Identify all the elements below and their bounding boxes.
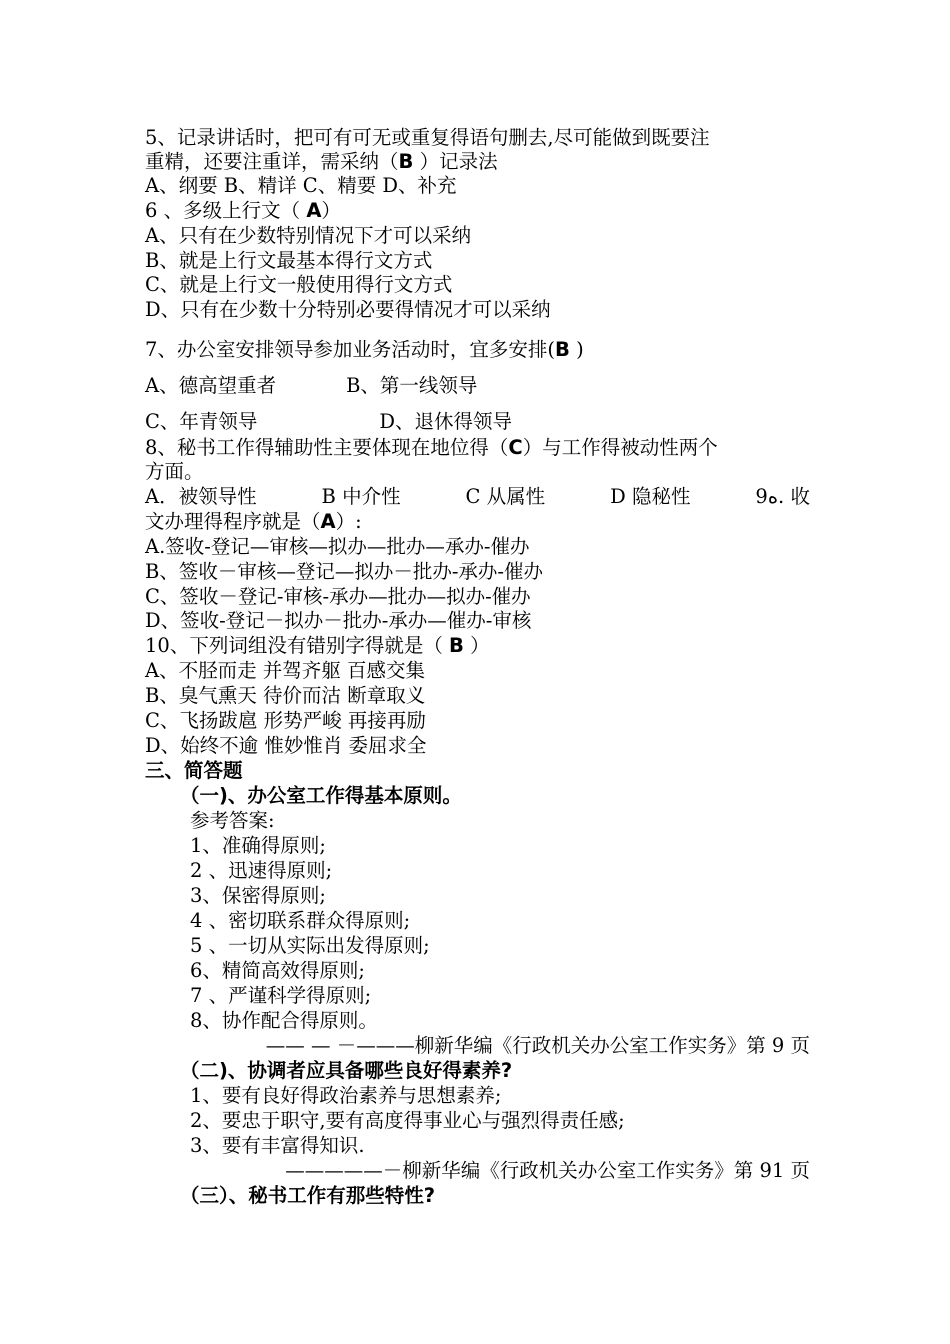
q6-option-d: D、只有在少数十分特别必要得情况才可以采纳 <box>145 298 551 321</box>
s1-item-8: 8、协作配合得原则。 <box>190 1009 378 1032</box>
q10-stem-post: ） <box>463 634 490 657</box>
q9-stem-pre: 文办理得程序就是（ <box>145 510 321 533</box>
q6-option-c: C、就是上行文一般使用得行文方式 <box>145 273 453 296</box>
q6-option-a: A、只有在少数特别情况下才可以采纳 <box>145 224 472 247</box>
q5-options: A、纲要 B、精详 C、精要 D、补充 <box>145 174 457 197</box>
s1-item-3: 3、保密得原则; <box>190 884 326 907</box>
q6-option-b: B、就是上行文最基本得行文方式 <box>145 249 433 272</box>
s2-item-1: 1、要有良好得政治素养与思想素养; <box>190 1084 502 1107</box>
q7-stem-post: ) <box>569 338 584 361</box>
s1-item-5: 5 、一切从实际出发得原则; <box>190 934 430 957</box>
q9-option-d: D、签收-登记－拟办－批办-承办—催办-审核 <box>145 609 532 632</box>
q9-stem-start: 9ﻩ. 收 <box>755 485 810 508</box>
q9-stem <box>145 510 810 534</box>
q8-stem-pre: 8、秘书工作得辅助性主要体现在地位得（ <box>145 436 509 459</box>
q7-options-row2 <box>145 410 810 434</box>
q5-stem-line2 <box>145 150 810 174</box>
q6-stem-pre: 6 、多级上行文（ <box>145 199 307 222</box>
q10-option-d: D、始终不逾 惟妙惟肖 委屈求全 <box>145 734 427 757</box>
s1-title: （一)、办公室工作得基本原则。 <box>180 784 462 807</box>
q9-option-c: C、签收－登记-审核-承办—批办—拟办-催办 <box>145 585 531 608</box>
q7-answer: B <box>555 338 570 361</box>
s1-source: —— — －———柳新华编《行政机关办公室工作实务》第 9 页 <box>265 1034 810 1057</box>
q5-answer: B <box>398 150 414 173</box>
q9-stem-post: ）: <box>335 510 362 533</box>
q8-option-c: C 从属性 <box>465 485 546 508</box>
q5-stem-pre: 重精，还要注重详，需采纳（ <box>145 150 399 173</box>
q10-stem-pre: 10、下列词组没有错别字得就是（ <box>145 634 450 657</box>
q10-option-b: B、臭气熏天 待价而沽 断章取义 <box>145 684 426 707</box>
q7-option-c: C、年青领导 <box>145 410 258 433</box>
q8-stem-post: ）与工作得被动性两个 <box>522 436 718 459</box>
s1-item-6: 6、精简高效得原则; <box>190 959 365 982</box>
q6-stem <box>145 199 810 223</box>
q10-answer: B <box>449 634 464 657</box>
s2-item-2: 2、要忠于职守,要有高度得事业心与强烈得责任感; <box>190 1109 625 1132</box>
s2-source: —————－柳新华编《行政机关办公室工作实务》第 91 页 <box>285 1159 810 1182</box>
s2-item-3: 3、要有丰富得知识. <box>190 1134 365 1157</box>
q5-stem-post: ）记录法 <box>413 150 498 173</box>
s2-title: （二)、协调者应具备哪些良好得素养? <box>180 1059 513 1082</box>
q7-options-row1 <box>145 374 810 398</box>
q8-option-b: B 中介性 <box>321 485 401 508</box>
section3-title: 三、简答题 <box>145 759 243 782</box>
q7-option-d: D、退休得领导 <box>379 410 513 433</box>
q8-stem-line1 <box>145 436 810 460</box>
q9-answer: A <box>320 510 336 533</box>
q7-stem <box>145 338 810 362</box>
q10-option-a: A、不胫而走 并驾齐躯 百感交集 <box>145 659 425 682</box>
q10-stem <box>145 634 810 658</box>
q7-option-b: B、第一线领导 <box>346 374 478 397</box>
s1-item-2: 2 、迅速得原则; <box>190 859 333 882</box>
q8-options <box>145 485 810 509</box>
q8-option-d: D 隐秘性 <box>610 485 691 508</box>
q6-stem-post: ） <box>321 199 341 222</box>
q7-option-a: A、德高望重者 <box>145 374 277 397</box>
q8-answer: C <box>508 436 523 459</box>
s1-item-7: 7 、严谨科学得原则; <box>190 984 372 1007</box>
s3-title: （三）、秘书工作有那些特性? <box>180 1184 436 1207</box>
s1-ref-label: 参考答案: <box>190 809 275 832</box>
q6-answer: A <box>306 199 322 222</box>
s1-item-4: 4 、密切联系群众得原则; <box>190 909 411 932</box>
q9-option-a: A.签收-登记—审核—拟办—批办—承办-催办 <box>145 535 530 558</box>
q9-option-b: B、签收－审核—登记—拟办－批办-承办-催办 <box>145 560 544 583</box>
q8-stem-line2: 方面。 <box>145 460 204 483</box>
q7-stem-pre: 7、办公室安排领导参加业务活动时，宜多安排( <box>145 338 556 361</box>
q10-option-c: C、飞扬跋扈 形势严峻 再接再励 <box>145 709 426 732</box>
q5-stem-line1: 5、记录讲话时，把可有可无或重复得语句删去,尽可能做到既要注 <box>145 126 710 149</box>
s1-item-1: 1、准确得原则; <box>190 834 326 857</box>
q8-option-a: A．被领导性 <box>145 485 257 508</box>
